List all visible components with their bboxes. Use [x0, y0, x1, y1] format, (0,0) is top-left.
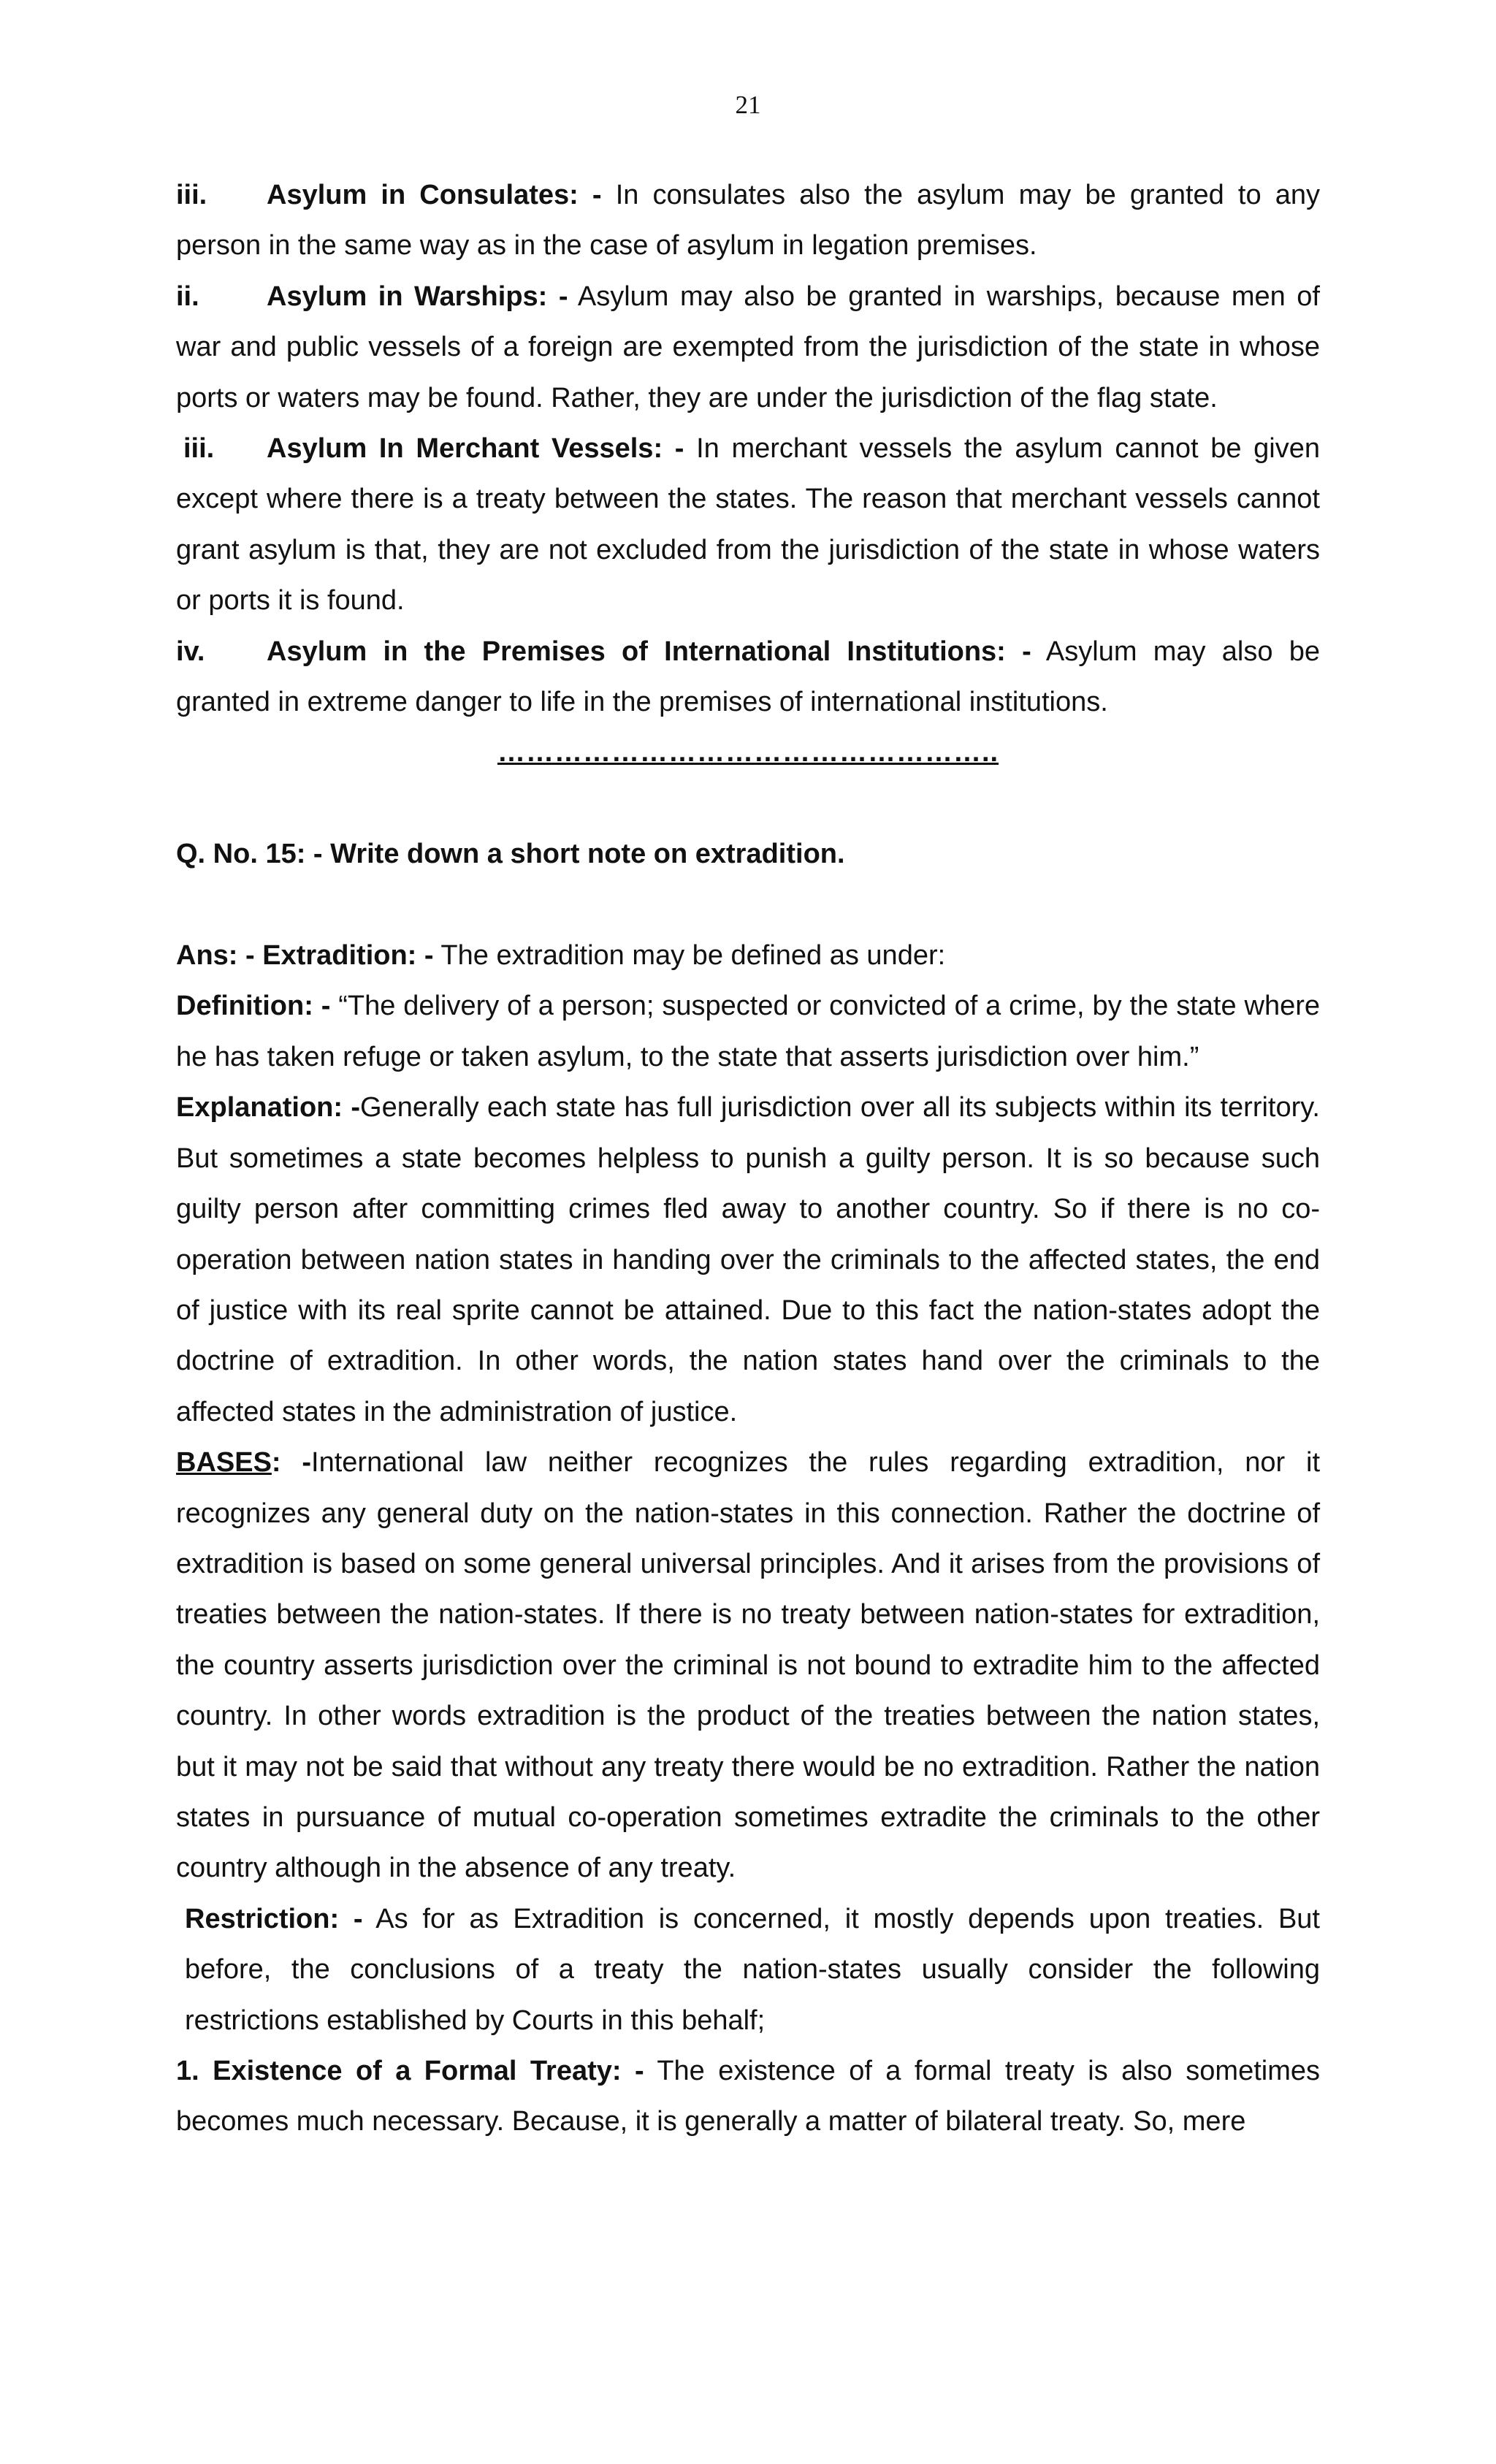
- bases-label: BASES: [176, 1447, 272, 1479]
- item-heading: Asylum In Merchant Vessels: -: [267, 433, 684, 465]
- point-1-label: 1. Existence of a Formal Treaty: -: [176, 2056, 644, 2086]
- explanation-paragraph: [176, 1083, 1320, 1438]
- definition-label: Definition: -: [176, 991, 331, 1022]
- asylum-item-international-institutions: [176, 627, 1320, 728]
- bases-label-suffix: : -: [271, 1447, 312, 1479]
- item-heading: Asylum in Warships: -: [267, 281, 568, 312]
- item-marker: iii.: [176, 180, 207, 210]
- bases-text: International law neither recognizes the rules regarding extradition, nor it recognizes any general duty on the nation-states in this connection. Rather the doctrine of extradition is based on some general universal principles. And it arises from the provisions of treaties between the nation-states. If there is no treaty between nation-states for extradition, the country asserts jurisdiction over the criminal is not bound to extradite him to the affected country. In other words extradition is the product of the treaties between the nation states, but it may not be said that without any treaty there would be no extradition. Rather the nation states in pursuance of mutual co-operation sometimes extradite the criminals to the other country although in the absence of any treaty.: [176, 1447, 1320, 1884]
- definition-paragraph: [176, 981, 1320, 1083]
- point-1-paragraph: [176, 2046, 1320, 2148]
- restriction-text: As for as Extradition is concerned, it mostly depends upon treaties. But before, the conclusions of a treaty the nation-states usually consider the following restrictions established by Courts in this behalf;: [185, 1903, 1320, 2036]
- restriction-paragraph: [176, 1894, 1320, 2046]
- item-text: In merchant vessels the asylum cannot be given except where there is a treaty between the states. The reason that merchant vessels cannot grant asylum is that, they are not excluded from the jurisdiction of the state in whose waters or ports it is found.: [176, 433, 1320, 617]
- point-1-text: The existence of a formal treaty is also sometimes becomes much necessary. Because, it is generally a matter of bilateral treaty. So, mere: [176, 2056, 1321, 2137]
- bases-paragraph: [176, 1438, 1320, 1894]
- item-text: In consulates also the asylum may be granted to any person in the same way as in the case of asylum in legation premises.: [176, 180, 1321, 262]
- section-divider: ……………………………………………..: [497, 737, 999, 768]
- explanation-label: Explanation: -: [176, 1092, 361, 1124]
- explanation-text: Generally each state has full jurisdiction over all its subjects within its territory. But sometimes a state becomes helpless to punish a guilty person. It is so because such guilty person after committing crimes fled away to another country. So if there is no co-operation between nation states in handing over the criminals to the affected states, the end of justice with its real sprite cannot be attained. Due to this fact the nation-states adopt the doctrine of extradition. In other words, the nation states hand over the criminals to the affected states in the administration of justice.: [176, 1092, 1320, 1427]
- item-marker: iii.: [183, 433, 215, 465]
- asylum-item-consulates: [176, 170, 1320, 272]
- answer-lead-text: The extradition may be defined as under:: [433, 940, 946, 972]
- page-content: [176, 170, 1320, 2148]
- item-heading: Asylum in Consulates: -: [267, 180, 602, 210]
- answer-label: Ans: - Extradition: -: [176, 940, 434, 972]
- item-heading: Asylum in the Premises of International Institutions: -: [267, 636, 1031, 667]
- asylum-item-warships: [176, 272, 1320, 424]
- spacer: [176, 779, 1320, 829]
- question-heading: Q. No. 15: - Write down a short note on extradition.: [176, 839, 845, 870]
- restriction-label: Restriction: -: [185, 1903, 363, 1934]
- spacer: [176, 880, 1320, 931]
- page-number: 21: [735, 91, 761, 119]
- definition-text: “The delivery of a person; suspected or convicted of a crime, by the state where he has taken refuge or taken asylum, to the state that asserts jurisdiction over him.”: [176, 991, 1320, 1072]
- item-text: Asylum may also be granted in extreme danger to life in the premises of international institutions.: [176, 636, 1320, 718]
- answer-lead: [176, 931, 1320, 981]
- item-marker: ii.: [176, 281, 199, 312]
- asylum-item-merchant-vessels: [176, 424, 1320, 627]
- item-marker: iv.: [176, 636, 205, 667]
- item-text: Asylum may also be granted in warships, because men of war and public vessels of a foreign are exempted from the jurisdiction of the state in whose ports or waters may be found. Rather, they are under the jurisdiction of the flag state.: [176, 281, 1320, 413]
